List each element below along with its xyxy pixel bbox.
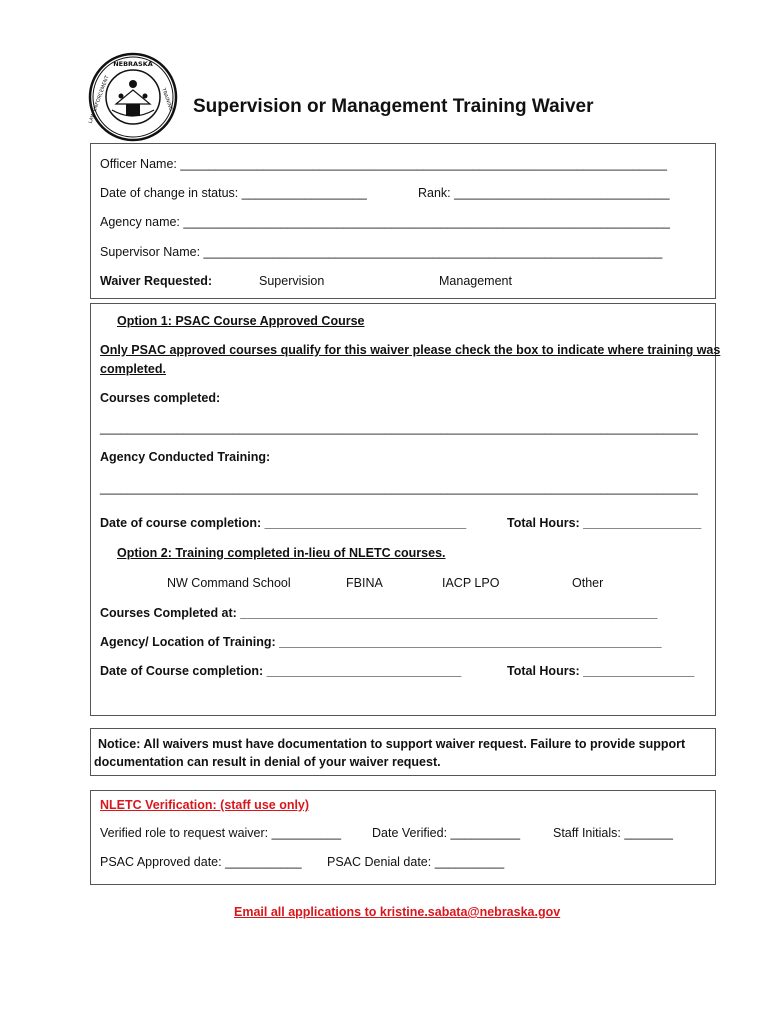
courses-completed-label: Courses completed:	[100, 391, 221, 405]
psac-approved-field[interactable]: PSAC Approved date: ___________	[100, 855, 302, 869]
email-link[interactable]: Email all applications to kristine.sabata@nebraska.gov	[234, 905, 561, 919]
management-label: Management	[439, 274, 512, 288]
svg-text:NEBRASKA: NEBRASKA	[113, 60, 153, 68]
iacp-checkbox-box[interactable]	[425, 576, 437, 588]
management-checkbox-box[interactable]	[422, 274, 434, 286]
date-course-completion-2-field[interactable]: Date of Course completion: ____________________________	[100, 664, 462, 678]
agency-location-field[interactable]: Agency/ Location of Training: _______________________________________________________	[100, 635, 662, 649]
date-course-completion-field[interactable]: Date of course completion: _____________________________	[100, 516, 467, 530]
other-checkbox-box[interactable]	[555, 576, 567, 588]
iacp-label: IACP LPO	[442, 576, 500, 590]
option1-title: Option 1: PSAC Course Approved Course	[117, 314, 365, 328]
officer-name-field[interactable]: Officer Name: ______________________________________________________________________	[100, 157, 667, 171]
other-label: Other	[572, 576, 604, 590]
date-change-field[interactable]: Date of change in status: __________________	[100, 186, 367, 200]
agency-name-field[interactable]: Agency name: ______________________________________________________________________	[100, 215, 671, 229]
verified-role-field[interactable]: Verified role to request waiver: __________	[100, 826, 342, 840]
supervisor-name-field[interactable]: Supervisor Name: __________________________________________________________________	[100, 245, 663, 259]
supervision-label: Supervision	[259, 274, 325, 288]
total-hours-2-field[interactable]: Total Hours: ________________	[507, 664, 695, 678]
option2-title: Option 2: Training completed in-lieu of NLETC courses.	[117, 546, 446, 560]
notice-line2: documentation can result in denial of your waiver request.	[94, 755, 441, 769]
state-seal-icon	[88, 52, 178, 142]
waiver-requested-label: Waiver Requested:	[100, 274, 213, 288]
verification-title: NLETC Verification: (staff use only)	[100, 798, 310, 812]
other-checkbox[interactable]	[555, 576, 603, 590]
svg-text:TRAINING: TRAINING	[160, 87, 174, 112]
psac-denial-field[interactable]: PSAC Denial date: __________	[327, 855, 505, 869]
supervision-checkbox[interactable]	[242, 274, 324, 288]
nw-command-label: NW Command School	[167, 576, 291, 590]
nw-command-checkbox[interactable]	[150, 576, 291, 590]
only-psac-line1: Only PSAC approved courses qualify for this waiver please check the box to indicate where training was	[100, 343, 721, 357]
agency-conducted-label: Agency Conducted Training:	[100, 450, 271, 464]
date-verified-field[interactable]: Date Verified: __________	[372, 826, 521, 840]
only-psac-line2: completed.	[100, 362, 166, 376]
fbina-checkbox-box[interactable]	[329, 576, 341, 588]
staff-initials-field[interactable]: Staff Initials: _______	[553, 826, 673, 840]
svg-text:LAW ENFORCEMENT: LAW ENFORCEMENT	[88, 74, 111, 125]
page-title: Supervision or Management Training Waiver	[193, 96, 594, 117]
total-hours-1-field[interactable]: Total Hours: _________________	[507, 516, 702, 530]
nw-command-checkbox-box[interactable]	[150, 576, 162, 588]
fbina-label: FBINA	[346, 576, 383, 590]
courses-completed-field[interactable]: ______________________________________________________________________________________	[100, 421, 698, 435]
fbina-checkbox[interactable]	[329, 576, 383, 590]
rank-field[interactable]: Rank: _______________________________	[418, 186, 670, 200]
supervision-checkbox-box[interactable]	[242, 274, 254, 286]
notice-line1: Notice: All waivers must have documentation to support waiver request. Failure to provide support	[98, 737, 686, 751]
management-checkbox[interactable]	[422, 274, 512, 288]
iacp-checkbox[interactable]	[425, 576, 499, 590]
options-box	[90, 303, 716, 716]
agency-conducted-field[interactable]: ______________________________________________________________________________________	[100, 481, 698, 495]
courses-completed-at-field[interactable]: Courses Completed at: ____________________________________________________________	[100, 606, 658, 620]
